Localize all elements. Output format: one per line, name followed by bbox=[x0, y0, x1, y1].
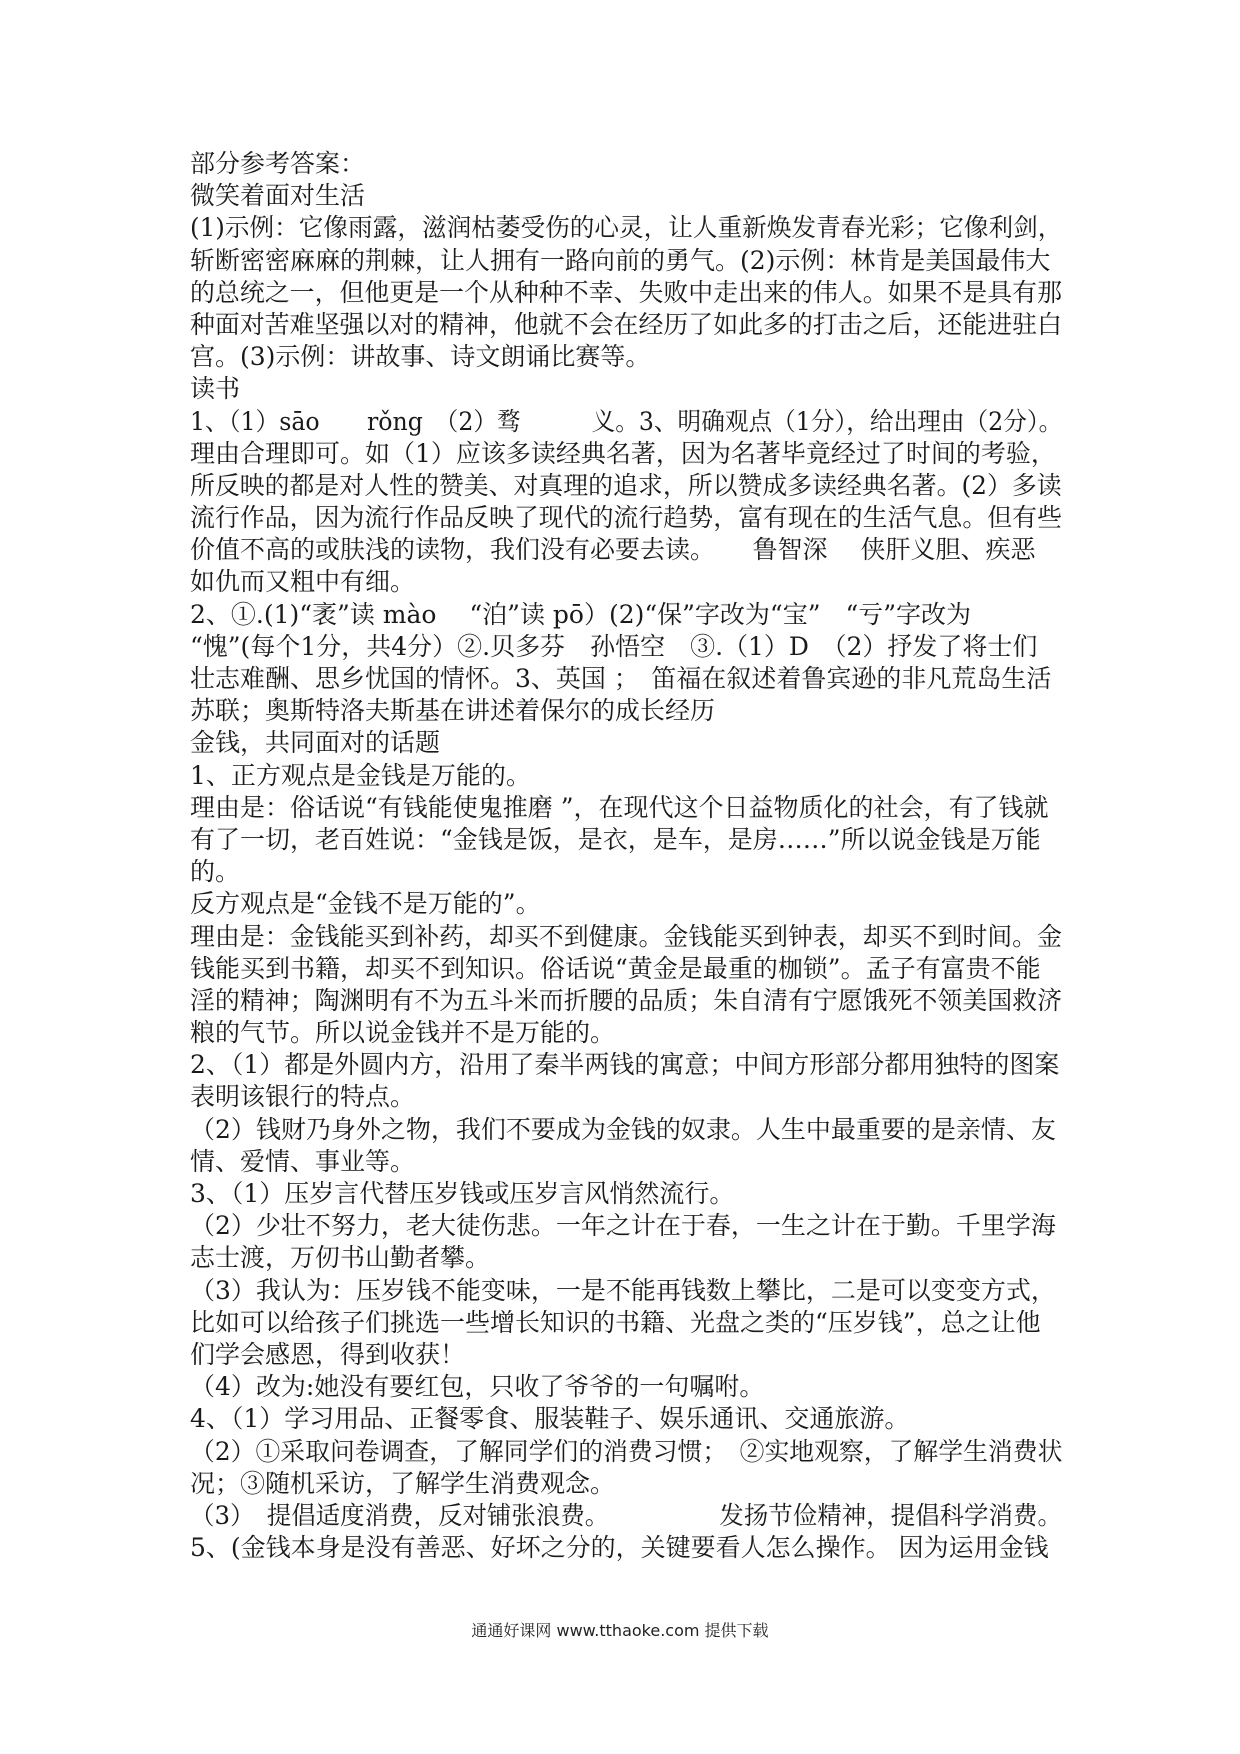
text-line: 志士渡，万仞书山勤者攀。 bbox=[190, 1243, 491, 1273]
text-line: 4、（1）学习用品、正餐零食、服装鞋子、娱乐通讯、交通旅游。 bbox=[190, 1404, 910, 1434]
text-line: 读书 bbox=[190, 374, 241, 404]
page-footer: 通通好课网 www.tthaoke.com 提供下载 bbox=[471, 1621, 769, 1640]
text-line: 有了一切，老百姓说：“金钱是饭，是衣，是车，是房……”所以说金钱是万能 bbox=[190, 824, 1041, 854]
text-line: 壮志难酬、思乡忧国的情怀。3、英国 ； 笛福在叙述着鲁宾逊的非凡荒岛生活 bbox=[190, 664, 1052, 693]
text-line: 理由是：俗话说“有钱能使鬼推磨 ”，在现代这个日益物质化的社会，有了钱就 bbox=[190, 792, 1049, 822]
text-line: 所反映的都是对人性的赞美、对真理的追求，所以赞成多读经典名著。(2）多读 bbox=[190, 470, 1062, 500]
text-line: 1、正方观点是金钱是万能的。 bbox=[190, 760, 531, 790]
text-line: （2）①采取问卷调查，了解同学们的消费习惯； ②实地观察，了解学生消费状 bbox=[190, 1436, 1063, 1466]
text-line: 苏联；奥斯特洛夫斯基在讲述着保尔的成长经历 bbox=[190, 696, 716, 726]
text-line: “愧”(每个1分，共4分）②.贝多芬 孙悟空 ③.（1）D （2）抒发了将士们 bbox=[190, 631, 1038, 661]
answer-text-body bbox=[190, 148, 1063, 1564]
text-line: 5、(金钱本身是没有善恶、好坏之分的，关键要看人怎么操作。 因为运用金钱 bbox=[190, 1533, 1049, 1563]
text-line: 部分参考答案： bbox=[190, 149, 366, 178]
text-line: 价值不高的或肤浅的读物，我们没有必要去读。 鲁智深 侠肝义胆、疾恶 bbox=[190, 535, 1036, 565]
text-line: 淫的精神；陶渊明有不为五斗米而折腰的品质；朱自清有宁愿饿死不领美国救济 bbox=[190, 985, 1063, 1015]
text-line: 表明该银行的特点。 bbox=[190, 1082, 416, 1112]
text-line: （4）改为:她没有要红包，只收了爷爷的一句嘱咐。 bbox=[190, 1372, 765, 1402]
text-line: 2、（1）都是外圆内方，沿用了秦半两钱的寓意；中间方形部分都用独特的图案 bbox=[190, 1050, 1060, 1080]
text-line: 斩断密密麻麻的荆棘，让人拥有一路向前的勇气。(2)示例：林肯是美国最伟大 bbox=[190, 245, 1051, 275]
text-line: 况；③随机采访，了解学生消费观念。 bbox=[190, 1468, 616, 1498]
text-line: 如仇而又粗中有细。 bbox=[190, 567, 416, 597]
text-line: 情、爱情、事业等。 bbox=[190, 1146, 416, 1176]
text-line: 微笑着面对生活 bbox=[190, 181, 366, 211]
text-line: 理由合理即可。如（1）应该多读经典名著，因为名著毕竟经过了时间的考验， bbox=[190, 438, 1056, 468]
text-line: 金钱，共同面对的话题 bbox=[190, 728, 441, 758]
text-line: 3、（1）压岁言代替压岁钱或压岁言风悄然流行。 bbox=[190, 1179, 735, 1208]
text-line: 宫。(3)示例：讲故事、诗文朗诵比赛等。 bbox=[190, 342, 651, 372]
text-line: 种面对苦难坚强以对的精神，他就不会在经历了如此多的打击之后，还能进驻白 bbox=[190, 309, 1063, 339]
text-line: （2）钱财乃身外之物，我们不要成为金钱的奴隶。人生中最重要的是亲情、友 bbox=[190, 1114, 1056, 1144]
text-line: 比如可以给孩子们挑选一些增长知识的书籍、光盘之类的“压岁钱”，总之让他 bbox=[190, 1307, 1041, 1337]
text-line: 的总统之一，但他更是一个从种种不幸、失败中走出来的伟人。如果不是具有那 bbox=[190, 277, 1063, 307]
text-line: 理由是：金钱能买到补药，却买不到健康。金钱能买到钟表，却买不到时间。金 bbox=[190, 921, 1063, 951]
text-line: 粮的气节。所以说金钱并不是万能的。 bbox=[190, 1018, 616, 1048]
text-line: 反方观点是“金钱不是万能的”。 bbox=[190, 889, 541, 919]
text-line: 流行作品，因为流行作品反映了现代的流行趋势，富有现在的生活气息。但有些 bbox=[190, 503, 1063, 533]
text-line: 1、（1）sāo rǒng （2）骛 义。3、明确观点（1分），给出理由（2分）。 bbox=[190, 406, 1063, 436]
text-line: 2、①.(1)“袤”读 mào “泊”读 pō）(2)“保”字改为“宝” “亏”字改为 bbox=[190, 599, 972, 629]
text-line: 们学会感恩，得到收获！ bbox=[190, 1339, 466, 1369]
text-line: （3）我认为：压岁钱不能变味，一是不能再钱数上攀比，二是可以变变方式， bbox=[190, 1275, 1056, 1305]
text-line: （3） 提倡适度消费，反对铺张浪费。 发扬节俭精神，提倡科学消费。 bbox=[190, 1500, 1062, 1530]
text-line: 钱能买到书籍，却买不到知识。俗话说“黄金是最重的枷锁”。孟子有富贵不能 bbox=[190, 953, 1041, 983]
text-line: （2）少壮不努力，老大徒伤悲。一年之计在于春，一生之计在于勤。千里学海 bbox=[190, 1211, 1056, 1241]
text-line: 的。 bbox=[190, 857, 241, 887]
text-line: (1)示例：它像雨露，滋润枯萎受伤的心灵，让人重新焕发青春光彩；它像利剑， bbox=[190, 213, 1063, 243]
